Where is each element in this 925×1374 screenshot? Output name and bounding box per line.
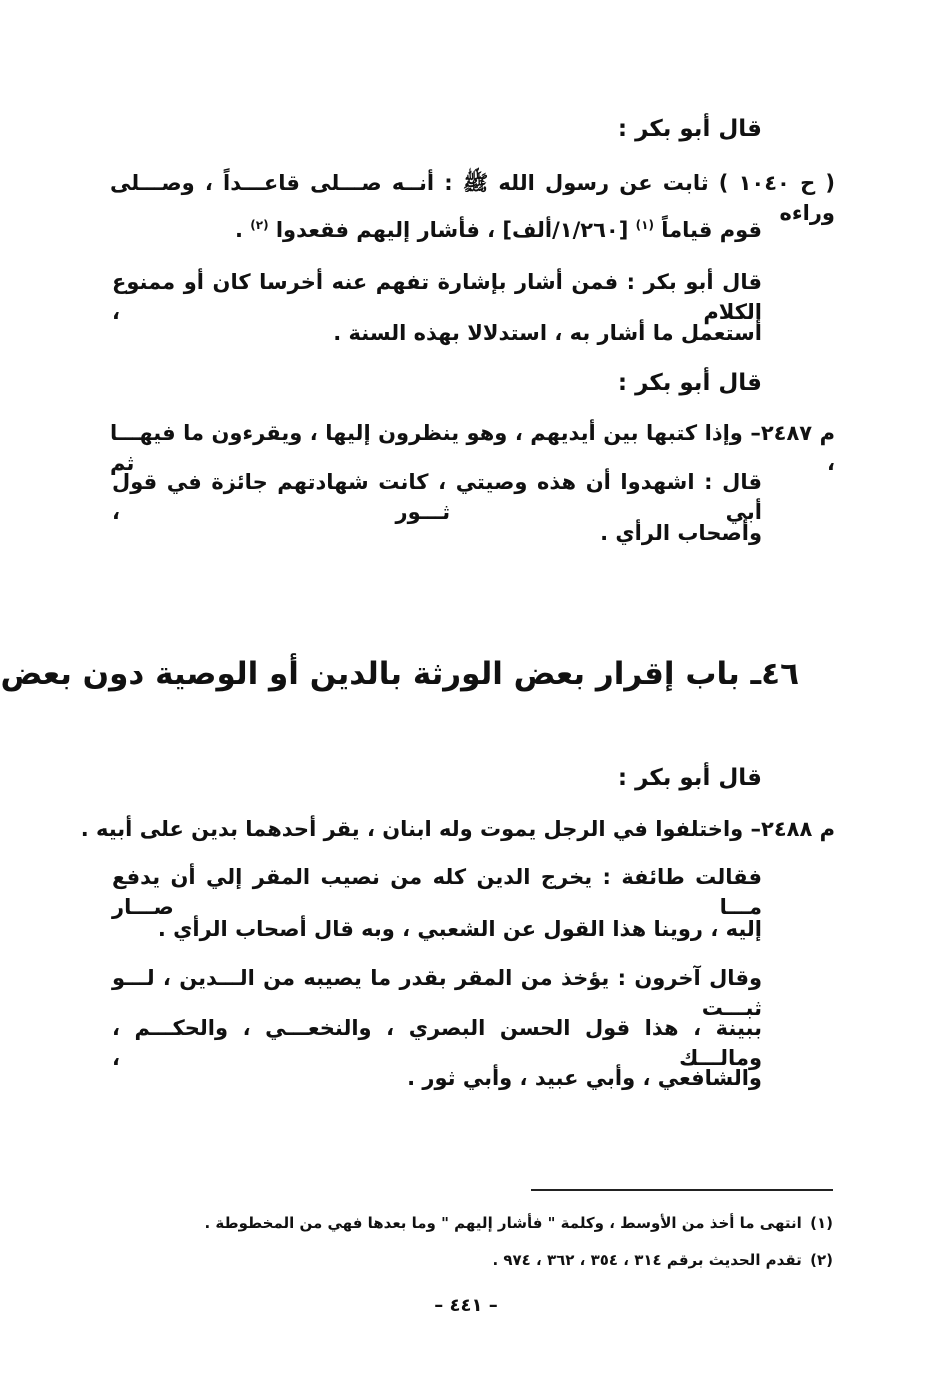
opinion-text-line: والشافعي ، وأبي عبيد ، وأبي ثور . bbox=[407, 1066, 762, 1090]
issue-text-line: قال : اشهدوا أن هذه وصيتي ، كانت شهادتهم جائزة في قول أبي ثـــور ، bbox=[112, 470, 762, 524]
issue-text-line: وأصحاب الرأي . bbox=[600, 521, 762, 545]
footnote-text: انتهى ما أخذ من الأوسط ، وكلمة " فأشار إليهم " وما بعدها فهي من المخطوطة . bbox=[204, 1214, 802, 1232]
footnote-marker: (٢) bbox=[810, 1251, 833, 1269]
opinion-text-line: وقال آخرون : يؤخذ من المقر بقدر ما يصيبه من الـــدين ، لـــو ثبـــت bbox=[112, 966, 762, 1020]
speaker-label: قال أبو بكر : bbox=[617, 765, 762, 791]
footnote-separator bbox=[531, 1189, 833, 1191]
footnote-ref: (٢) bbox=[250, 218, 269, 232]
hadith-text: . bbox=[234, 218, 243, 242]
issue-text-line: م ٢٤٨٧– وإذا كتبها بين أيديهم ، وهو ينظرون إليها ، ويقرءون ما فيهـــا ، ثم bbox=[110, 421, 836, 475]
opinion-text-line: إليه ، روينا هذا القول عن الشعبي ، وبه قال أصحاب الرأي . bbox=[157, 917, 762, 941]
page-number: – ٤٤١ – bbox=[434, 1295, 498, 1316]
opinion-text-line: فقالت طائفة : يخرج الدين كله من نصيب المقر إلي أن يدفع مـــا صـــار bbox=[112, 865, 762, 919]
hadith-text: قوم قياماً bbox=[661, 218, 762, 242]
footnote bbox=[492, 1249, 833, 1271]
commentary-line: أستعمل ما أشار به ، استدلالا بهذه السنة . bbox=[333, 321, 762, 345]
hadith-text-line: ( ح ١٠٤٠ ) ثابت عن رسول الله ﷺ : أنــه صـــلى قاعـــداً ، وصـــلى وراءه bbox=[110, 171, 835, 225]
chapter-heading: ٤٦ـ باب إقرار بعض الورثة بالدين أو الوصية دون بعض bbox=[0, 656, 799, 692]
opinion-text-line: ببينة ، هذا قول الحسن البصري ، والنخعـــي ، والحكـــم ، ومالـــك ، bbox=[112, 1016, 762, 1070]
manuscript-reference: [١/٢٦٠/ألف] ، فأشار إليهم فقعدوا bbox=[275, 218, 629, 242]
speaker-label: قال أبو بكر : bbox=[617, 370, 762, 396]
speaker-label: قال أبو بكر : bbox=[617, 116, 762, 142]
hadith-text-line bbox=[235, 215, 762, 245]
issue-text-line: م ٢٤٨٨– واختلفوا في الرجل يموت وله ابنان ، يقر أحدهما بدين على أبيه . bbox=[80, 817, 835, 841]
commentary-line: قال أبو بكر : فمن أشار بإشارة تفهم عنه أخرسا كان أو ممنوع الكلام ، bbox=[112, 270, 762, 324]
footnote bbox=[204, 1212, 833, 1234]
footnote-text: تقدم الحديث برقم ٣١٤ ، ٣٥٤ ، ٣٦٢ ، ٩٧٤ . bbox=[492, 1251, 802, 1269]
footnote-marker: (١) bbox=[810, 1214, 833, 1232]
footnote-ref: (١) bbox=[635, 218, 654, 232]
